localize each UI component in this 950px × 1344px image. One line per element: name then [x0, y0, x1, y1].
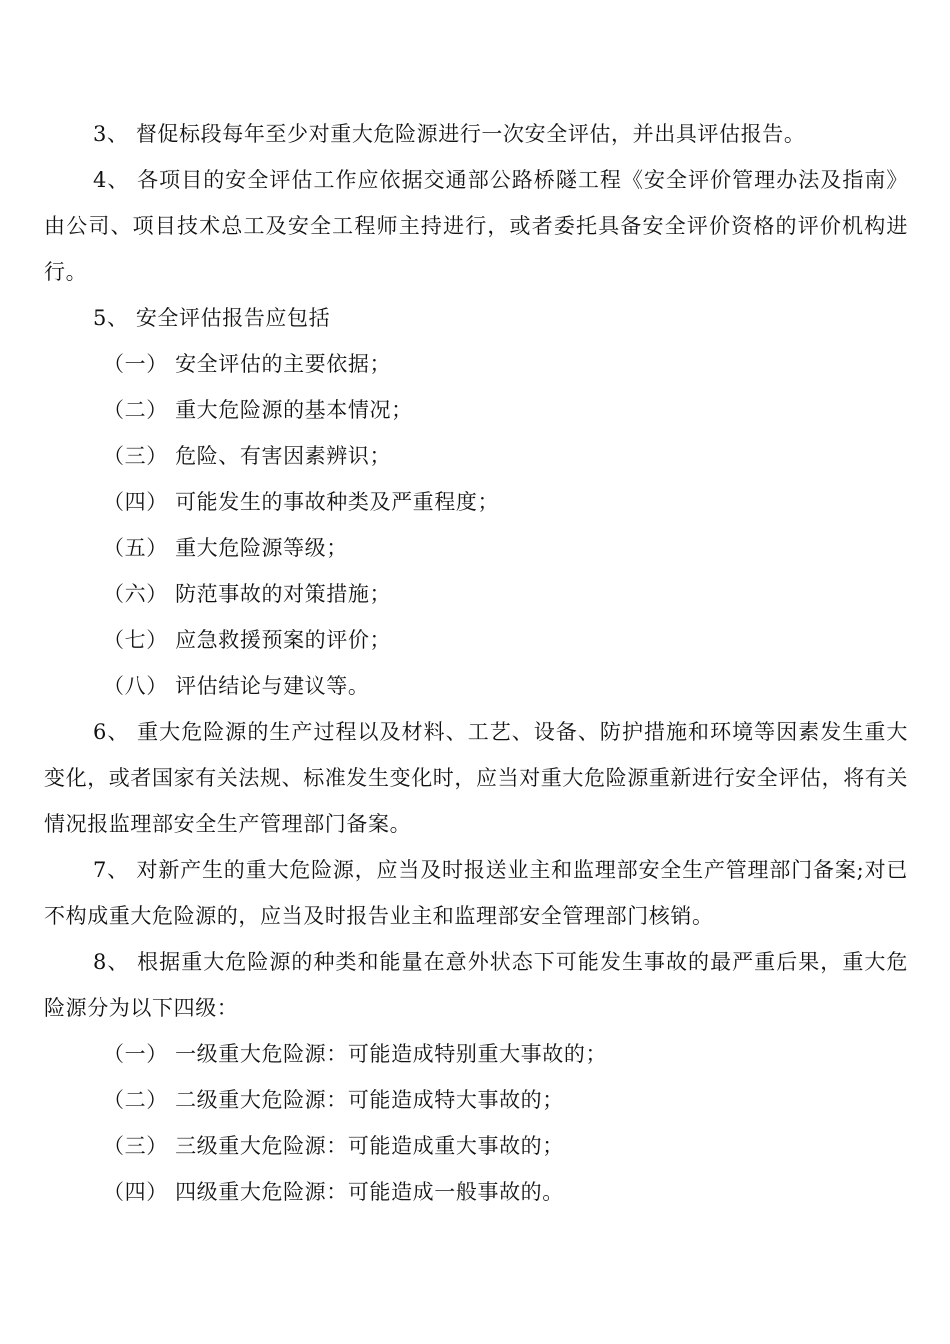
- list-item: （四） 可能发生的事故种类及严重程度；: [103, 490, 500, 514]
- list-item: （三） 危险、有害因素辨识；: [103, 444, 392, 468]
- list-item: （五） 重大危险源等级；: [103, 536, 348, 560]
- list-item: （六） 防范事故的对策措施；: [103, 582, 392, 606]
- list-item: （一） 一级重大危险源：可能造成特别重大事故的；: [103, 1042, 608, 1066]
- paragraph-7: 7、 对新产生的重大危险源，应当及时报送业主和监理部安全生产管理部门备案;对已不构成重大危险源的，应当及时报告业主和监理部安全管理部门核销。: [44, 858, 908, 928]
- paragraph-3: 3、 督促标段每年至少对重大危险源进行一次安全评估，并出具评估报告。: [93, 122, 806, 146]
- list-item: （四） 四级重大危险源：可能造成一般事故的。: [103, 1180, 564, 1204]
- list-item: （二） 重大危险源的基本情况；: [103, 398, 413, 422]
- list-item: （一） 安全评估的主要依据；: [103, 352, 392, 376]
- list-item: （二） 二级重大危险源：可能造成特大事故的；: [103, 1088, 564, 1112]
- document-body: [44, 111, 908, 1215]
- list-item: （八） 评估结论与建议等。: [103, 674, 370, 698]
- list-item: （三） 三级重大危险源：可能造成重大事故的；: [103, 1134, 564, 1158]
- paragraph-4: 4、 各项目的安全评估工作应依据交通部公路桥隧工程《安全评价管理办法及指南》由公司、项目技术总工及安全工程师主持进行，或者委托具备安全评价资格的评价机构进行。: [44, 168, 908, 284]
- paragraph-5: 5、 安全评估报告应包括: [93, 306, 331, 330]
- paragraph-8: 8、 根据重大危险源的种类和能量在意外状态下可能发生事故的最严重后果，重大危险源分为以下四级：: [44, 950, 908, 1020]
- list-item: （七） 应急救援预案的评价；: [103, 628, 392, 652]
- paragraph-6: 6、 重大危险源的生产过程以及材料、工艺、设备、防护措施和环境等因素发生重大变化，或者国家有关法规、标准发生变化时，应当对重大危险源重新进行安全评估，将有关情况报监理部安全生产管理部门备案。: [44, 720, 908, 836]
